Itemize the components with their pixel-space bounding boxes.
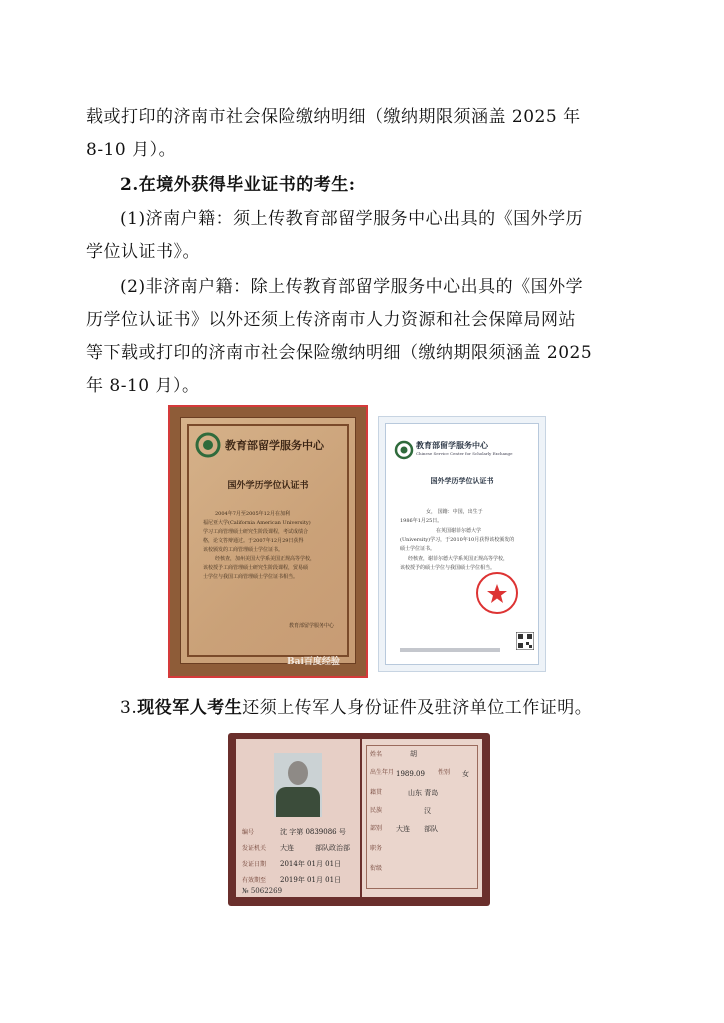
certificate-org-name: 教育部留学服务中心	[225, 439, 324, 452]
paragraph-4	[86, 271, 641, 403]
military-id-right-page	[362, 739, 482, 897]
certificate-title: 国外学历学位认证书	[227, 481, 309, 491]
paragraph-4-line-1: (2)非济南户籍：除上传教育部留学服务中心出具的《国外学	[120, 277, 584, 297]
section-heading-3	[86, 692, 641, 725]
baidu-watermark: Bai百度经验	[287, 657, 340, 667]
certificate-org-name: 教育部留学服务中心	[416, 440, 488, 450]
label-grade: 衔级	[370, 865, 383, 872]
certificate-paper	[385, 423, 539, 665]
section-heading-2	[86, 169, 641, 202]
value-issue-date: 2014年 01月 01日	[280, 860, 342, 868]
label-native: 籍贯	[370, 789, 383, 796]
paragraph-3	[86, 203, 641, 269]
value-issuer: 大连 部队政治部	[280, 844, 350, 852]
label-rank: 职务	[370, 845, 383, 852]
label-name: 姓名	[370, 751, 383, 758]
certificate-line: 该校颁发的工商管理硕士学位证书。	[203, 547, 284, 553]
official-seal-icon	[474, 570, 520, 616]
overseas-certificate-image-right	[378, 416, 546, 672]
certificate-line: 1986年1月25日。	[400, 518, 443, 524]
section-number: 3.	[120, 698, 138, 718]
certificate-line: 该校授予工商管理硕士研究生阶段课程，贸易硕	[203, 565, 309, 571]
value-number: 沈 字第 0839086 号	[280, 828, 346, 836]
barcode-strip	[400, 648, 500, 652]
value-native: 山东 青岛	[408, 789, 439, 797]
paragraph-3-line-2: 学位认证书》。	[86, 242, 200, 262]
certificate-line: 经核查，谢菲尔德大学系英国正规高等学校，	[408, 556, 509, 562]
value-ethnicity: 汉	[424, 807, 431, 815]
value-valid-until: 2019年 01月 01日	[280, 876, 342, 884]
cscse-logo-icon	[394, 440, 414, 460]
certificate-line: 女， 国籍：中国，出生于	[426, 509, 483, 515]
section-rest-text: 还须上传军人身份证件及驻济单位工作证明。	[242, 698, 593, 718]
certificate-line: 士学位与我国工商管理硕士学位证书相当。	[203, 574, 299, 580]
label-valid-until: 有效期至	[242, 877, 267, 884]
paragraph-1-line-2: 8-10 月）。	[86, 140, 177, 160]
certificate-line: (University)学习，于2010年10月获得该校颁发的	[400, 537, 515, 543]
label-issue-date: 发证日期	[242, 861, 267, 868]
certificate-line: 硕士学位证书。	[400, 546, 436, 552]
certificate-line: 在英国谢菲尔德大学	[436, 528, 482, 534]
value-gender: 女	[462, 770, 469, 778]
paragraph-4-line-2: 历学位认证书》以外还须上传济南市人力资源和社会保障局网站	[86, 310, 576, 330]
certificate-org-name-en: Chinese Service Center for Scholarly Exchange	[416, 451, 513, 456]
section-heading-3-text	[86, 692, 641, 725]
cscse-logo-icon	[195, 432, 221, 458]
certificate-line: 格，论文答辩通过。于2007年12月29日获得	[203, 538, 304, 544]
label-issuer: 发证机关	[242, 845, 267, 852]
label-birth: 出生年月	[370, 769, 395, 776]
photo-uniform	[276, 787, 320, 817]
certificate-line: 经核查，加州美国大学系美国正规高等学校，	[215, 556, 316, 562]
photo-head	[288, 761, 308, 785]
section-heading-2-text: 2.在境外获得毕业证书的考生:	[120, 175, 356, 195]
label-ethnicity: 民族	[370, 807, 383, 814]
value-serial: № 5062269	[242, 887, 283, 895]
label-gender: 性别	[438, 769, 451, 776]
bold-term: 现役军人考生	[137, 698, 243, 718]
paragraph-3-line-1: (1)济南户籍：须上传教育部留学服务中心出具的《国外学历	[120, 209, 584, 229]
certificate-line: 福尼亚大学(California American University)	[203, 520, 311, 526]
paragraph-4-line-3: 等下载或打印的济南市社会保险缴纳明细（缴纳期限须涵盖 2025	[86, 343, 593, 363]
paragraph-1	[86, 101, 641, 167]
paragraph-1-line-1: 载或打印的济南市社会保险缴纳明细（缴纳期限须涵盖 2025 年	[86, 107, 581, 127]
certificate-line: 该校授予的硕士学位与我国硕士学位相当。	[400, 565, 496, 571]
label-unit: 部别	[370, 825, 383, 832]
qr-code-icon	[516, 632, 534, 650]
value-birth: 1989.09	[396, 770, 425, 778]
certificate-title: 国外学历学位认证书	[430, 476, 494, 485]
paragraph-4-line-4: 年 8-10 月）。	[86, 376, 200, 396]
id-info-grid	[366, 745, 478, 889]
overseas-certificate-image-left	[168, 405, 368, 678]
certificate-signature: 教育部留学服务中心	[289, 623, 335, 629]
id-photo	[274, 753, 322, 817]
label-number: 编号	[242, 829, 255, 836]
certificate-paper	[180, 417, 356, 667]
value-unit: 大连 部队	[396, 825, 438, 833]
certificate-line: 学习工商管理硕士研究生阶段课程，考试成绩合	[203, 529, 309, 535]
certificate-line: 2004年7月至2005年12月在加利	[215, 511, 290, 517]
military-id-left-page	[236, 739, 360, 897]
certificate-border	[187, 424, 349, 667]
value-name: 胡	[410, 750, 417, 758]
military-id-image	[228, 733, 490, 906]
